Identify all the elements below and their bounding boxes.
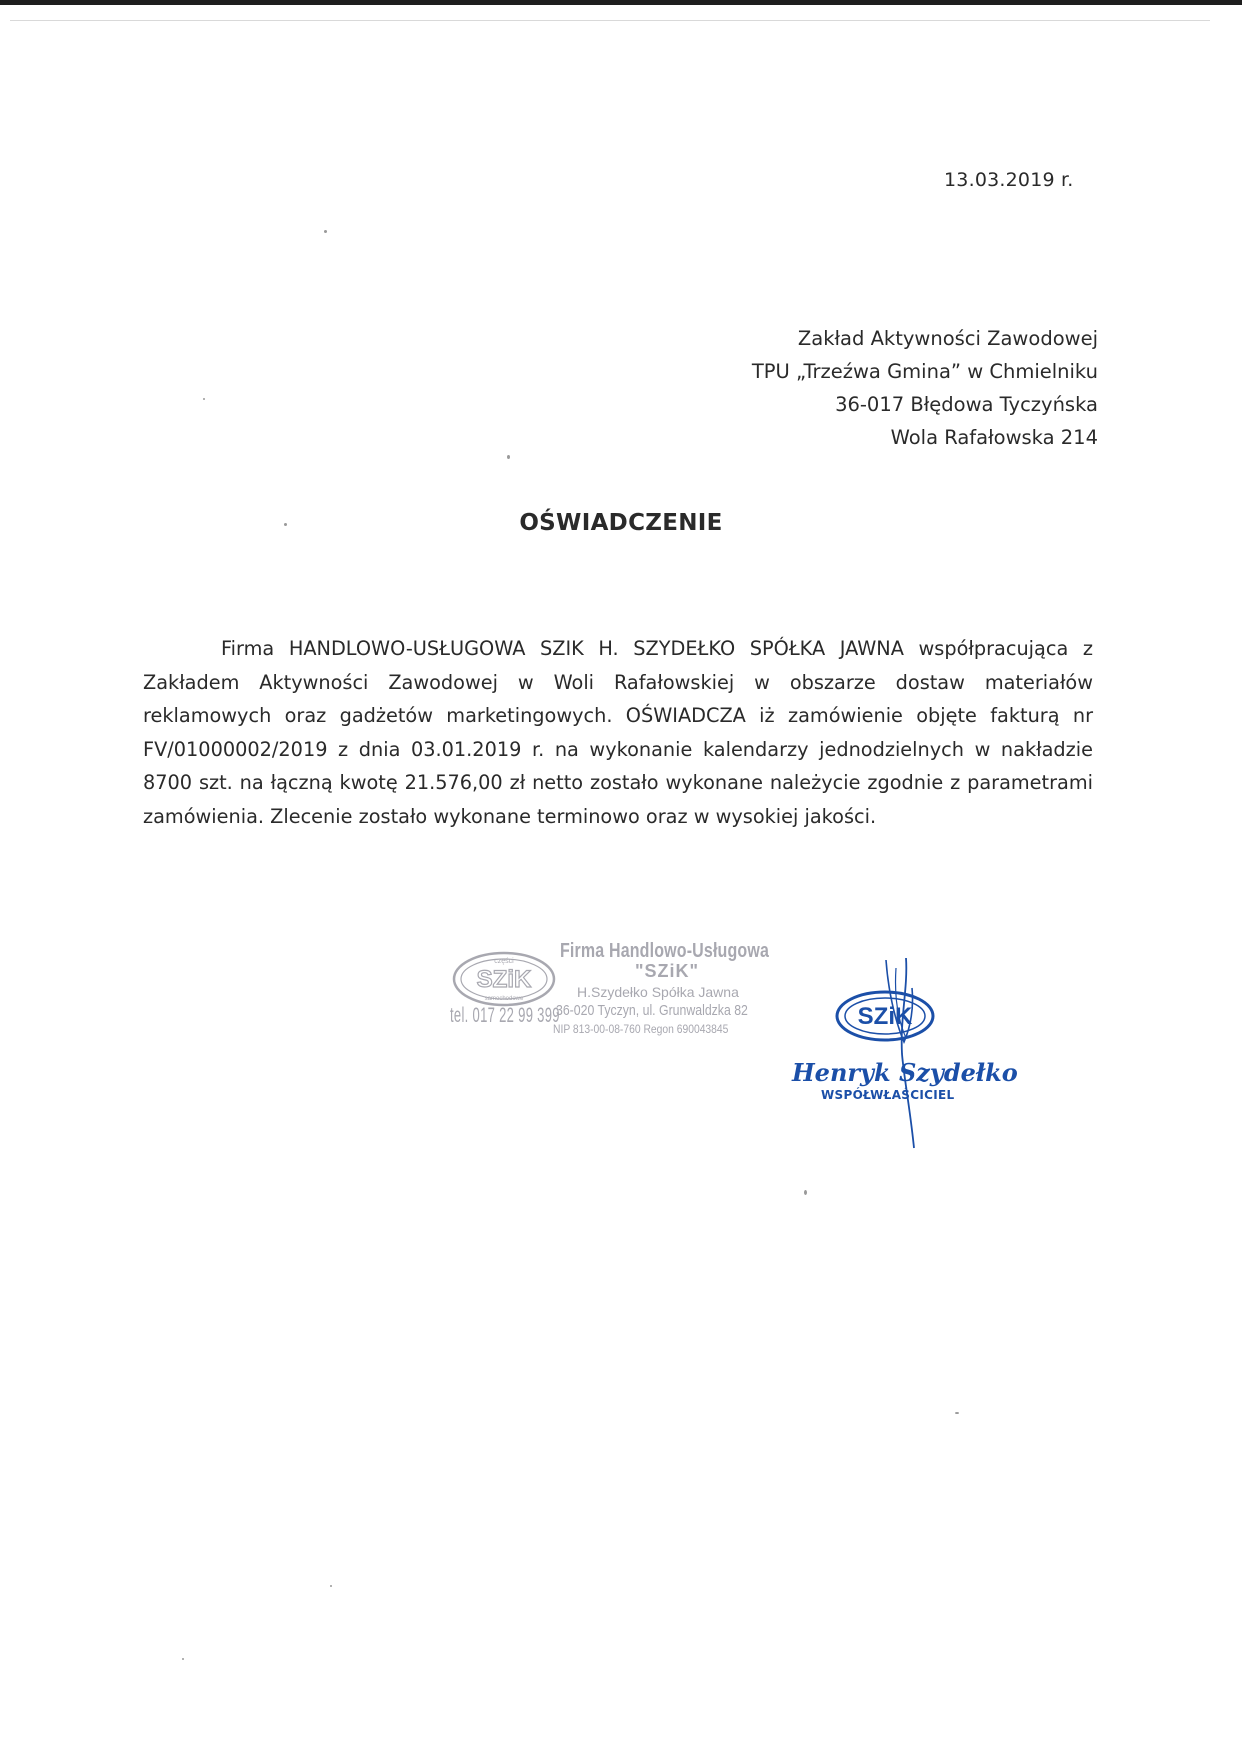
company-stamp-phone: tel. 017 22 99 399 [450,1004,560,1027]
document-title: OŚWIADCZENIE [519,510,723,536]
scan-divider-line [10,20,1210,21]
recipient-address [752,322,1098,454]
signatory-name: Henryk Szydełko [792,1058,1018,1087]
recipient-line: 36-017 Błędowa Tyczyńska [835,393,1098,416]
company-stamp-ids: NIP 813-00-08-760 Regon 690043845 [553,1022,729,1036]
scan-speck [507,455,510,459]
company-stamp [450,938,770,1038]
company-logo-oval-icon [452,950,556,1008]
company-logo-arc-top: części [494,958,514,965]
scan-speck [284,523,287,526]
recipient-line: Wola Rafałowska 214 [890,426,1098,449]
statement-body: Firma HANDLOWO-USŁUGOWA SZIK H. SZYDEŁKO SPÓŁKA JAWNA współpracująca z Zakładem Aktywności Zawodowej w Woli Rafałowskiej w obszarze dostaw materiałów reklamowych oraz gadżetów marketingowych. OŚWIADCZA iż zamówienie objęte fakturą nr FV/01000002/2019 z dnia 03.01.2019 r. na wykonanie kalendarzy jednodzielnych w nakładzie 8700 szt. na łączną kwotę 21.576,00 zł netto zostało wykonane należycie zgodnie z parametrami zamówienia. Zlecenie zostało wykonane terminowo oraz w wysokiej jakości. [143,637,1093,828]
document-date: 13.03.2019 r. [944,169,1074,191]
scan-speck [955,1412,959,1414]
company-stamp-name: Firma Handlowo-Usługowa [560,940,770,962]
personal-logo-text: SZiK [857,1003,913,1030]
recipient-line: TPU „Trzeźwa Gmina” w Chmielniku [751,360,1098,383]
company-stamp-brand: "SZiK" [635,961,700,981]
scan-speck [324,230,327,233]
scan-speck [182,1658,184,1660]
recipient-line: Zakład Aktywności Zawodowej [797,327,1098,350]
handwritten-signature-icon [848,958,968,1158]
signatory-role: WSPÓŁWŁAŚCICIEL [821,1088,955,1102]
company-stamp-address: 36-020 Tyczyn, ul. Grunwaldzka 82 [556,1002,748,1019]
scan-speck [330,1585,332,1587]
company-logo-text: SZiK [476,966,532,993]
scan-top-edge [0,0,1242,5]
personal-stamp [788,958,1018,1158]
scan-speck [203,398,205,400]
company-logo-arc-bottom: samochodowe [484,996,524,1002]
company-stamp-owner: H.Szydełko Spółka Jawna [577,984,739,1000]
scan-speck [804,1190,807,1195]
